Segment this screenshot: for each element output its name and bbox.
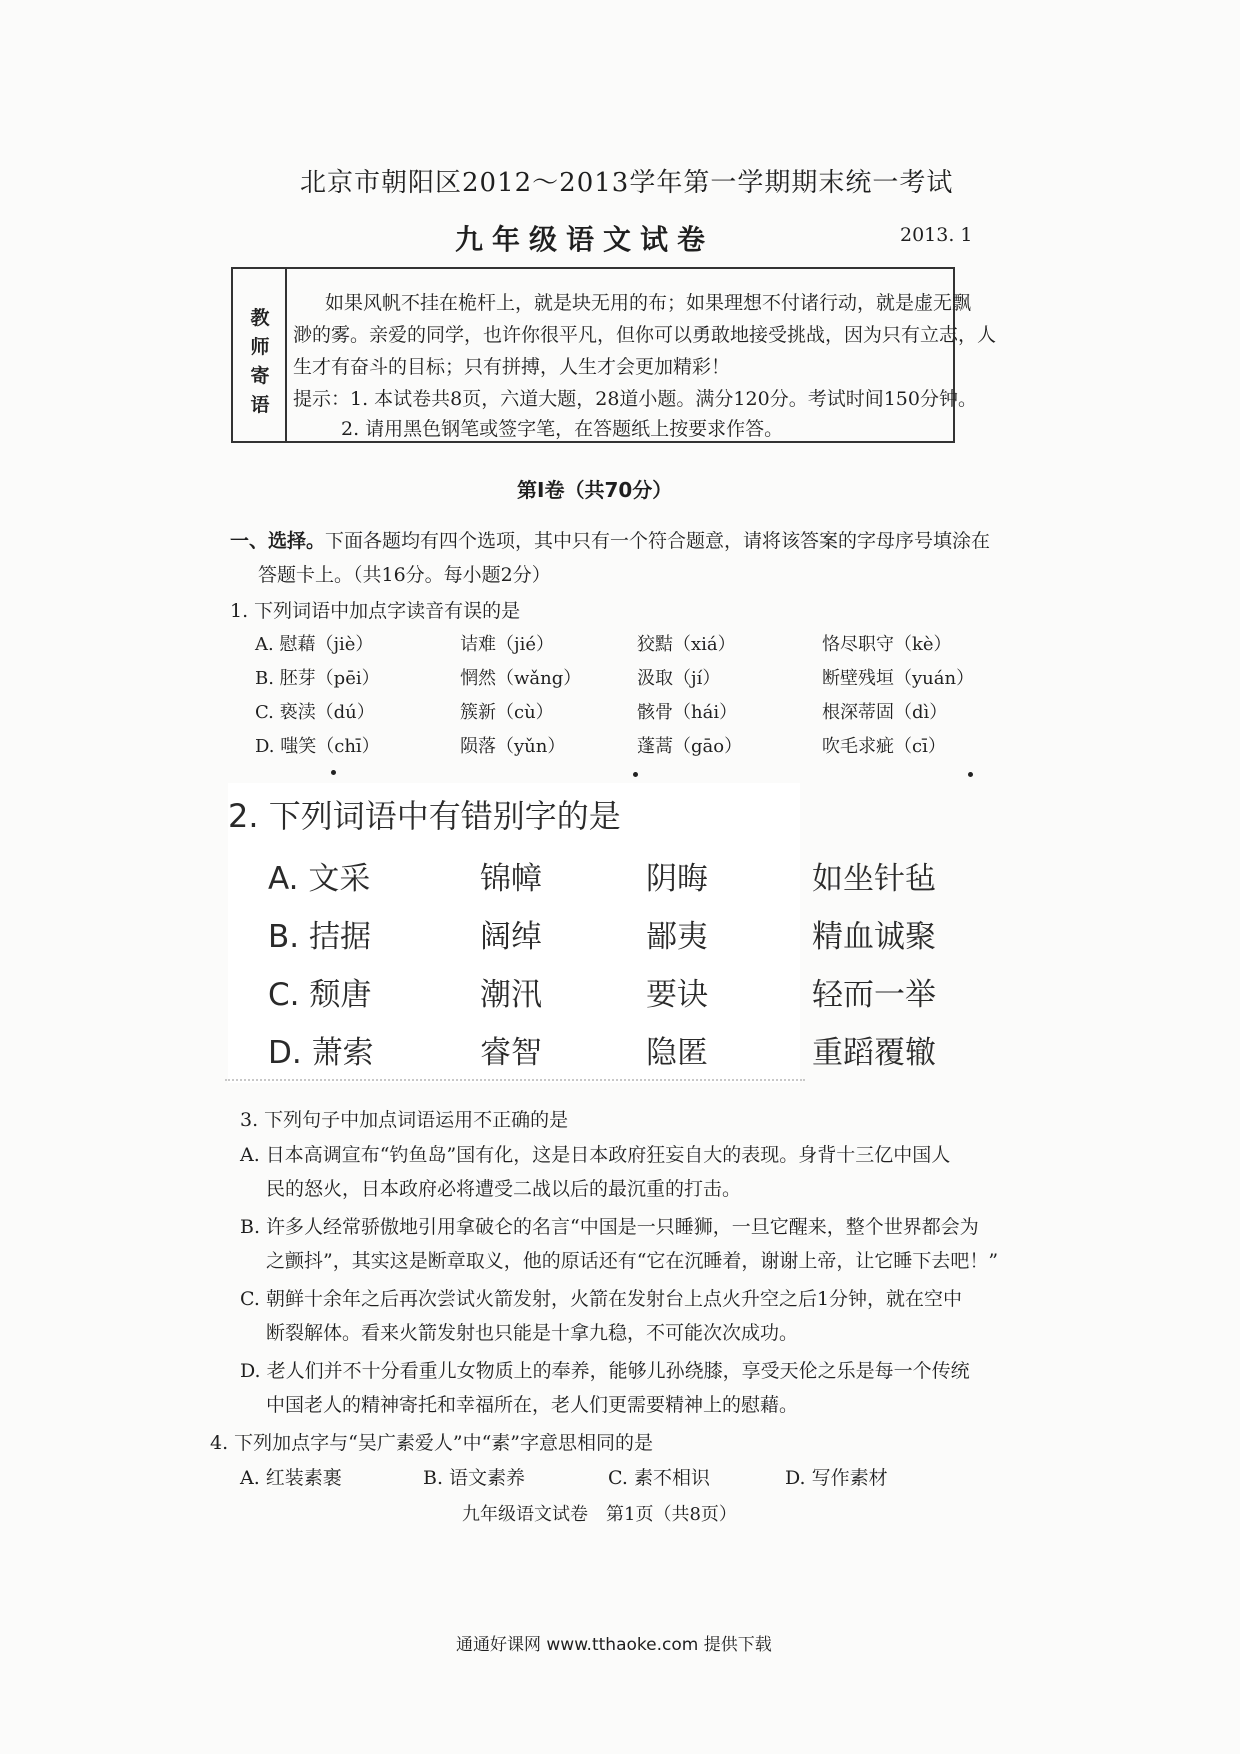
q2-option: 要诀 xyxy=(646,977,708,1013)
download-credit: 通通好课网 www.tthaoke.com 提供下载 xyxy=(456,1635,772,1655)
box-line: 渺的雾。亲爱的同学，也许你很平凡，但你可以勇敢地接受挑战，因为只有立志，人 xyxy=(293,324,997,346)
exam-title: 北京市朝阳区2012～2013学年第一学期期末统一考试 xyxy=(300,168,954,198)
box-label-char: 教 xyxy=(250,307,270,329)
q2-option: 锦幛 xyxy=(480,861,542,897)
emphasis-dot xyxy=(331,770,336,775)
q1-option: D. 嗤笑（chī） xyxy=(255,736,380,757)
q1-option: B. 胚芽（pēi） xyxy=(255,668,380,689)
teacher-message-box xyxy=(231,267,997,443)
q4-option: A. 红装素裹 xyxy=(240,1467,342,1489)
q2-option: A. 文采 xyxy=(268,861,371,897)
q1-option: 诘难（jié） xyxy=(460,634,554,655)
section-intro-text: 下面各题均有四个选项，其中只有一个符合题意，请将该答案的字母序号填涂在 xyxy=(325,530,991,552)
q1-option: 蓬蒿（gāo） xyxy=(637,736,743,757)
q3-option-d-line2: 中国老人的精神寄托和幸福所在，老人们更需要精神上的慰藉。 xyxy=(266,1394,799,1416)
section-heading: 第Ⅰ卷（共70分） xyxy=(517,478,673,502)
q1-option: 骸骨（hái） xyxy=(637,702,738,723)
q3-option-d-line1: D. 老人们并不十分看重儿女物质上的奉养，能够儿孙绕膝，享受天伦之乐是每一个传统 xyxy=(240,1360,970,1382)
q3-option-a-line2: 民的怒火，日本政府必将遭受二战以后的最沉重的打击。 xyxy=(266,1178,742,1200)
section-intro-line2: 答题卡上。（共16分。每小题2分） xyxy=(258,564,551,586)
box-label-char: 师 xyxy=(250,336,270,358)
q3-option-b-line2: 之颤抖”，其实这是断章取义，他的原话还有“它在沉睡着，谢谢上帝，让它睡下去吧！” xyxy=(266,1250,999,1272)
paper-subtitle: 九年级语文试卷 xyxy=(455,223,715,256)
box-line: 如果风帆不挂在桅杆上，就是块无用的布；如果理想不付诸行动，就是虚无飘 xyxy=(325,292,972,314)
q1-option: 断壁残垣（yuán） xyxy=(822,668,975,689)
section-intro xyxy=(230,526,990,553)
q2-option: D. 萧索 xyxy=(268,1035,374,1071)
q3-option-c-line2: 断裂解体。看来火箭发射也只能是十拿九稳，不可能次次成功。 xyxy=(266,1322,799,1344)
divider xyxy=(225,1079,805,1081)
q2-option: 阴晦 xyxy=(646,861,708,897)
q2-option: 如坐针毡 xyxy=(812,861,936,897)
page-footer: 九年级语文试卷 第1页（共8页） xyxy=(462,1504,737,1525)
q2-option: C. 颓唐 xyxy=(268,977,372,1013)
q4-option: C. 素不相识 xyxy=(608,1467,710,1489)
box-line: 生才有奋斗的目标；只有拼搏，人生才会更加精彩！ xyxy=(293,356,731,378)
q1-option: 狡黠（xiá） xyxy=(637,634,736,655)
q3-option-b-line1: B. 许多人经常骄傲地引用拿破仑的名言“中国是一只睡狮，一旦它醒来，整个世界都会为 xyxy=(240,1216,979,1238)
emphasis-dot xyxy=(633,772,638,777)
q2-option: 阔绰 xyxy=(480,919,542,955)
q2-option: 睿智 xyxy=(480,1035,542,1071)
q1-option: 吹毛求疵（cī） xyxy=(822,736,946,757)
q1-option: 恪尽职守（kè） xyxy=(822,634,952,655)
box-label-column xyxy=(233,269,287,441)
q2-option: B. 拮据 xyxy=(268,919,371,955)
q1-option: 汲取（jí） xyxy=(637,668,721,689)
q4-option: B. 语文素养 xyxy=(423,1467,526,1489)
box-label-char: 语 xyxy=(250,394,270,416)
emphasis-dot xyxy=(968,772,973,777)
q2-option: 潮汛 xyxy=(480,977,542,1013)
q2-option: 精血诚聚 xyxy=(812,919,936,955)
q2-option: 隐匿 xyxy=(646,1035,708,1071)
q1-option: 陨落（yǔn） xyxy=(460,736,566,757)
box-line: 提示：1. 本试卷共8页，六道大题，28道小题。满分120分。考试时间150分钟。 xyxy=(293,388,977,410)
q1-option: C. 亵渎（dú） xyxy=(255,702,375,723)
q2-option: 鄙夷 xyxy=(646,919,708,955)
q2-option: 轻而一举 xyxy=(812,977,936,1013)
q1-stem: 1. 下列词语中加点字读音有误的是 xyxy=(230,600,521,622)
q3-option-a-line1: A. 日本高调宣布“钓鱼岛”国有化，这是日本政府狂妄自大的表现。身背十三亿中国人 xyxy=(240,1144,951,1166)
q1-option: 簇新（cù） xyxy=(460,702,554,723)
q2-block xyxy=(228,783,936,1083)
q4-option: D. 写作素材 xyxy=(785,1467,888,1489)
q3-stem: 3. 下列句子中加点词语运用不正确的是 xyxy=(240,1109,569,1131)
q3-option-c-line1: C. 朝鲜十余年之后再次尝试火箭发射，火箭在发射台上点火升空之后1分钟，就在空中 xyxy=(240,1288,963,1310)
q1-option: 惘然（wǎng） xyxy=(460,668,582,689)
section-intro-label: 一、选择。 xyxy=(230,530,326,552)
box-label-char: 寄 xyxy=(250,365,270,387)
q2-stem: 2. 下列词语中有错别字的是 xyxy=(228,797,621,835)
exam-date: 2013. 1 xyxy=(900,224,973,246)
q1-option: A. 慰藉（jiè） xyxy=(255,634,374,655)
q1-option: 根深蒂固（dì） xyxy=(822,702,948,723)
q4-stem: 4. 下列加点字与“吴广素爱人”中“素”字意思相同的是 xyxy=(210,1432,654,1454)
box-line: 2. 请用黑色钢笔或签字笔，在答题纸上按要求作答。 xyxy=(341,418,784,440)
q2-option: 重蹈覆辙 xyxy=(812,1035,936,1071)
